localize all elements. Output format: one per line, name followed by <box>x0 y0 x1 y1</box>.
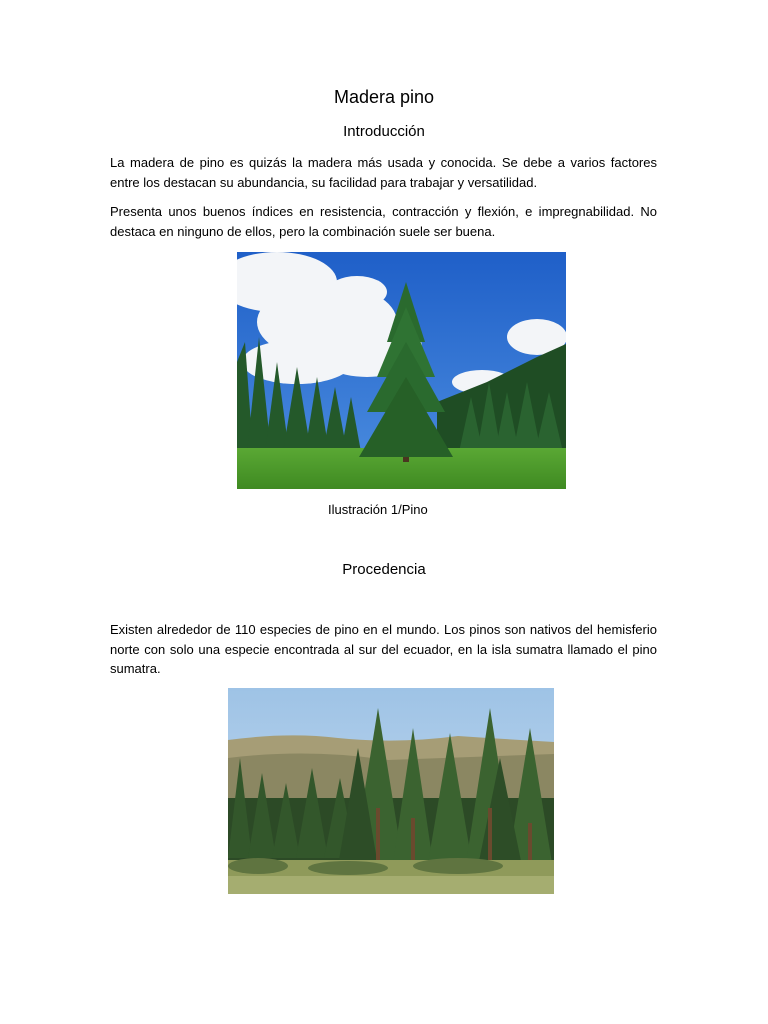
section-heading-introduccion: Introducción <box>343 123 425 140</box>
figure-caption: Ilustración 1/Pino <box>328 502 428 517</box>
pine-forest-photo <box>228 688 554 894</box>
procedencia-paragraph-1: Existen alrededor de 110 especies de pino en el mundo. Los pinos son nativos del hemisferio norte con solo una especie encontrada al sur del ecuador, en la isla sumatra llamado el pino sumatra. <box>110 622 657 676</box>
pine-tree-photo <box>237 252 566 489</box>
section-heading-procedencia: Procedencia <box>342 561 426 578</box>
intro-paragraph-1: La madera de pino es quizás la madera más usada y conocida. Se debe a varios factores entre los destacan su abundancia, su facilidad para trabajar y versatilidad. <box>110 155 657 190</box>
intro-paragraph-2: Presenta unos buenos índices en resistencia, contracción y flexión, e impregnabilidad. No destaca en ninguno de ellos, pero la combinación suele ser buena. <box>110 204 657 239</box>
document-title: Madera pino <box>333 87 435 107</box>
